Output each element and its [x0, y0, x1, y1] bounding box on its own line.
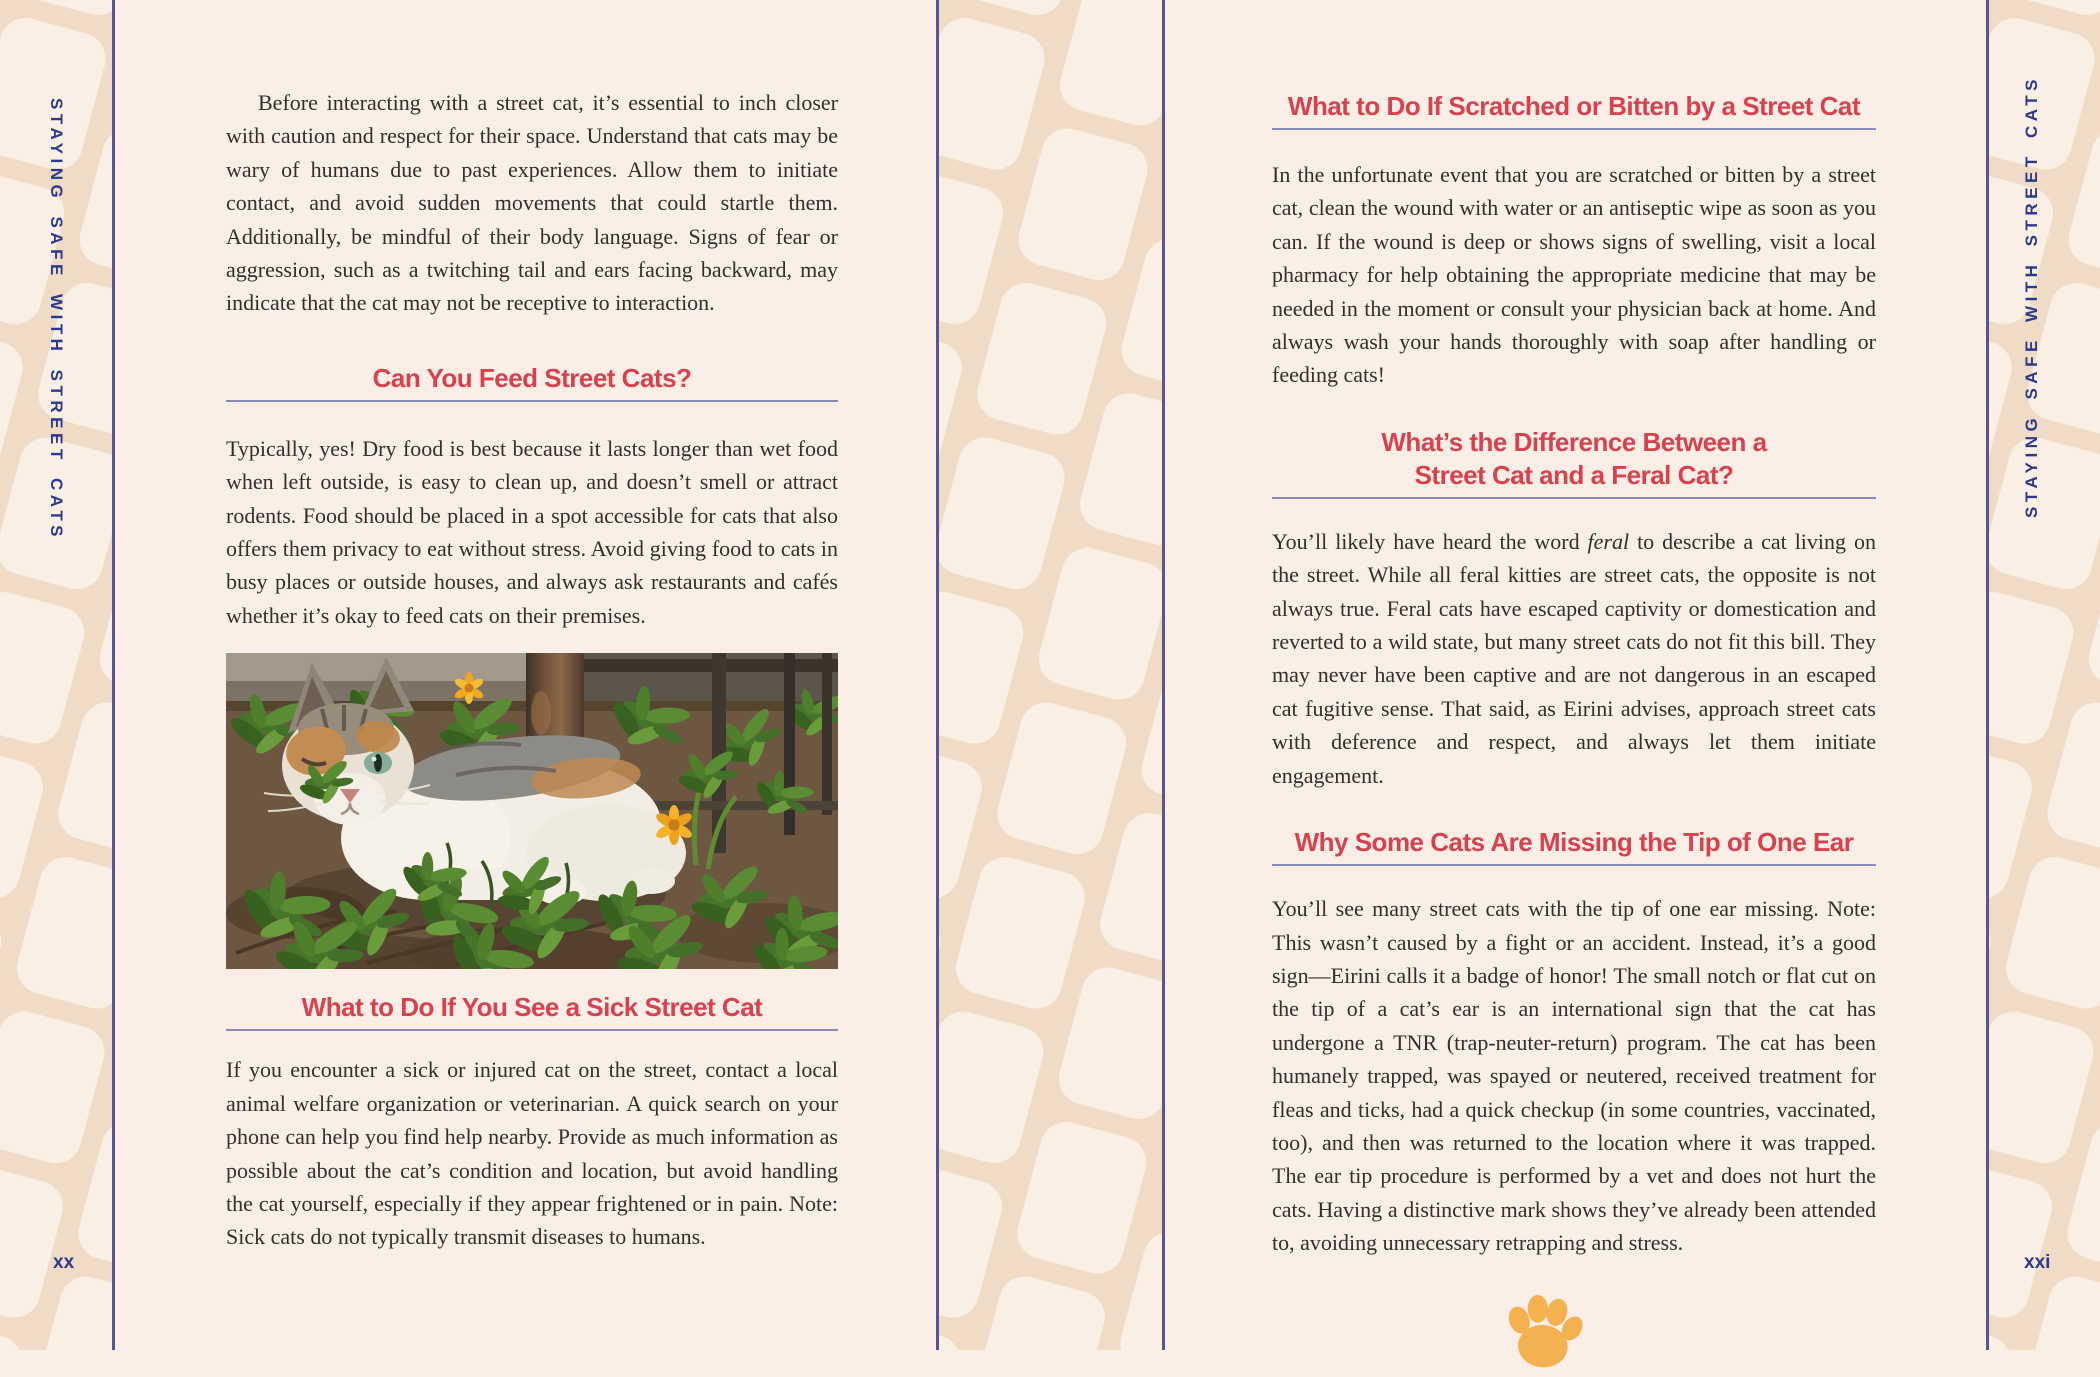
- feed-paragraph: Typically, yes! Dry food is best because it lasts longer than wet food when left outside, is easy to clean up, and doesn’t smell or attract rodents. Food should be placed in a spot accessible for cats that also offers them privacy to eat without stress. Avoid giving food to cats in busy places or outside houses, and always ask restaurants and cafés whether it’s okay to feed cats on their premises.: [226, 435, 838, 628]
- heading-scratched-or-bitten: What to Do If Scratched or Bitten by a Street Cat: [1287, 91, 1861, 121]
- left-margin-border-line: [112, 0, 115, 1350]
- right-page-number: xxi: [2024, 1252, 2051, 1273]
- difference-text-after: to describe a cat living on the street. While all feral kitties are street cats, the opposite is not always true. Feral cats have escaped captivity or domestication and reverted to a wild state, but many street cats do not fit this bill. They may never have been captive and are not dangerous in an escaped cat fugitive sense. That said, as Eirini advises, approach street cats with deference and respect, and always let them initiate engagement.: [1272, 528, 1876, 788]
- heading-sick-street-cat: What to Do If You See a Sick Street Cat: [301, 992, 763, 1023]
- intro-paragraph: Before interacting with a street cat, it’s essential to inch closer with caution and respect for their space. Understand that cats may be wary of humans due to past experiences. Allow them to initiate contact, and avoid sudden movements that could startle them. Additionally, be mindful of their body language. Signs of fear or aggression, such as a twitching tail and ears facing backward, may indicate that the cat may not be receptive to interaction.: [226, 90, 838, 316]
- difference-text-before: You’ll likely have heard the word: [1272, 528, 1588, 554]
- heading-ear-tip: Why Some Cats Are Missing the Tip of One Ear: [1294, 827, 1854, 858]
- scratched-paragraph: In the unfortunate event that you are scratched or bitten by a street cat, clean the wound with water or an antiseptic wipe as soon as you can. If the wound is deep or shows signs of swelling, visit a local pharmacy for help obtaining the appropriate medicine that may be needed in the moment or consult your physician back at home. And always wash your hands thoroughly with soap after handling or feeding cats!: [1272, 162, 1876, 388]
- heading-line-1: What’s the Difference Between a: [1381, 426, 1767, 457]
- street-cat-photo: [226, 653, 838, 969]
- paw-print-icon: [1498, 1280, 1590, 1372]
- section-end-ornament: [1272, 1280, 1876, 1377]
- cobblestone-pattern-gutter: [939, 0, 1162, 1350]
- cobblestone-pattern-right-margin: [1989, 0, 2100, 1350]
- heading-rule: [1272, 497, 1876, 499]
- heading-can-you-feed-street-cats: Can You Feed Street Cats?: [372, 362, 692, 393]
- left-page-gutter-border-line: [936, 0, 939, 1350]
- heading-line-2: Street Cat and a Feral Cat?: [1414, 459, 1734, 490]
- heading-street-vs-feral: [1272, 426, 1876, 492]
- difference-paragraph: [1272, 525, 1876, 792]
- heading-rule: [226, 1029, 838, 1031]
- italic-feral: feral: [1587, 528, 1630, 554]
- right-margin-border-line: [1986, 0, 1989, 1350]
- heading-rule: [1272, 864, 1876, 866]
- left-page: [226, 0, 838, 1254]
- street-cat-photo-illustration: [226, 653, 838, 969]
- right-running-head: STAYING SAFE WITH STREET CATS: [2022, 75, 2041, 518]
- left-page-number: xx: [53, 1252, 75, 1273]
- right-page: [1272, 0, 1876, 1377]
- sick-paragraph: If you encounter a sick or injured cat on the street, contact a local animal welfare organization or veterinarian. A quick search on your phone can help you find help nearby. Provide as much information as possible about the cat’s condition and location, but avoid handling the cat yourself, especially if they appear frightened or in pain. Note: Sick cats do not typically transmit diseases to humans.: [226, 1057, 838, 1250]
- heading-rule: [226, 400, 838, 402]
- ear-tip-paragraph: You’ll see many street cats with the tip of one ear missing. Note: This wasn’t caused by a fight or an accident. Instead, it’s a good sign—Eirini calls it a badge of honor! The small notch or flat cut on the tip of a cat’s ear is an international sign that the cat has undergone a TNR (trap-neuter-return) program. The cat has been humanely trapped, was spayed or neutered, received treatment for fleas and ticks, had a quick checkup (in some countries, vaccinated, too), and then was returned to the location where it was trapped. The ear tip procedure is performed by a vet and does not hurt the cats. Having a distinctive mark shows they’ve already been attended to, avoiding unnecessary retrapping and stress.: [1272, 896, 1876, 1256]
- right-page-gutter-border-line: [1162, 0, 1165, 1350]
- heading-rule: [1272, 128, 1876, 130]
- left-running-head: STAYING SAFE WITH STREET CATS: [47, 98, 66, 541]
